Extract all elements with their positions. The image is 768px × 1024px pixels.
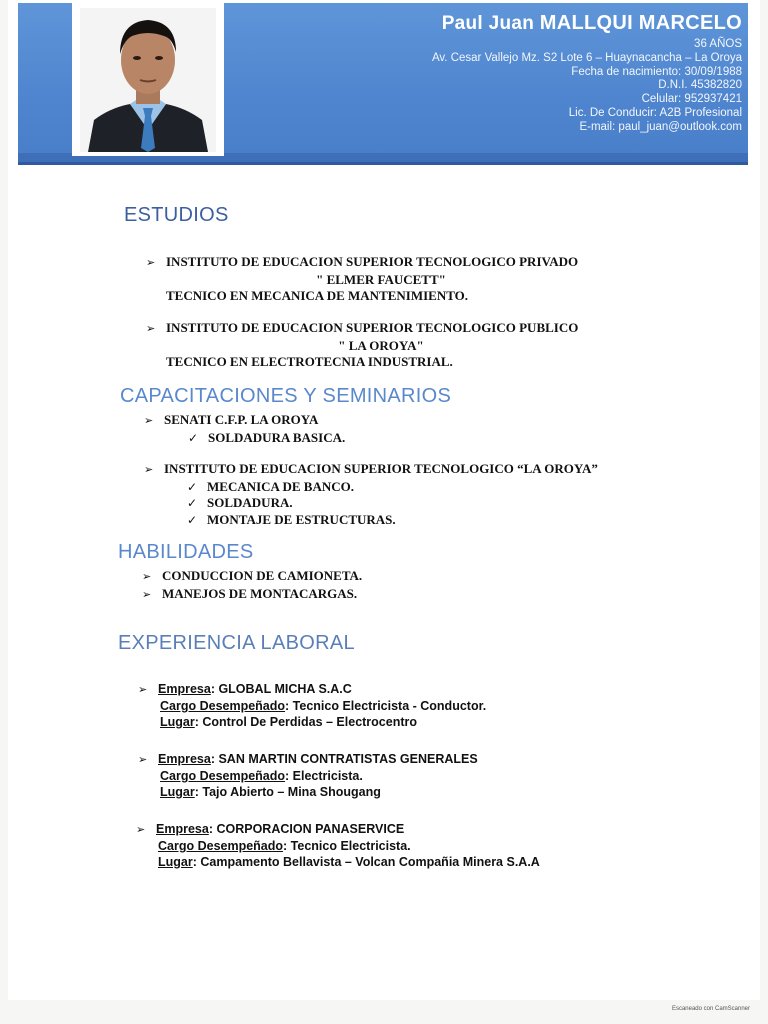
phone: Celular: 952937421 — [641, 93, 742, 106]
header-info — [322, 12, 742, 135]
habilidad-item: CONDUCCION DE CAMIONETA. — [162, 568, 363, 583]
section-title-capacitaciones: CAPACITACIONES Y SEMINARIOS — [120, 385, 452, 407]
arrow-bullet-icon: ➢ — [138, 683, 148, 696]
capacitacion-course: SOLDADURA BASICA. — [208, 429, 346, 445]
job-location: : Tajo Abierto – Mina Shougang — [194, 785, 381, 799]
estudios-item-institution: INSTITUTO DE EDUCACION SUPERIOR TECNOLOGICO PUBLICO — [166, 320, 579, 335]
label-empresa: Empresa — [158, 752, 211, 766]
arrow-bullet-icon: ➢ — [142, 587, 152, 601]
email: E-mail: paul_juan@outlook.com — [579, 120, 742, 133]
estudios-item-name: " LA OROYA" — [338, 337, 424, 353]
label-lugar: Lugar — [160, 785, 195, 799]
job-location: : Campamento Bellavista – Volcan Compañia Minera S.A.A — [192, 855, 540, 869]
age: 36 AÑOS — [694, 38, 742, 50]
habilidades-list — [142, 568, 542, 603]
address: Av. Cesar Vallejo Mz. S2 Lote 6 – Huaynacancha – La Oroya — [431, 51, 742, 64]
profile-photo — [80, 8, 216, 152]
scanner-watermark: Escaneado con CamScanner — [671, 1006, 750, 1012]
estudios-item-degree: TECNICO EN MECANICA DE MANTENIMIENTO. — [166, 288, 469, 303]
job-position: : Electricista. — [285, 769, 363, 783]
label-lugar: Lugar — [158, 855, 193, 869]
label-empresa: Empresa — [156, 822, 209, 836]
label-lugar: Lugar — [160, 715, 195, 729]
last-name: MALLQUI MARCELO — [539, 12, 742, 34]
birth-date: Fecha de nacimiento: 30/09/1988 — [571, 65, 742, 78]
arrow-bullet-icon: ➢ — [136, 823, 146, 836]
estudios-item-institution: INSTITUTO DE EDUCACION SUPERIOR TECNOLOGICO PRIVADO — [166, 254, 579, 269]
label-cargo: Cargo Desempeñado — [158, 839, 284, 853]
job-entry — [136, 821, 696, 870]
job-entry — [138, 681, 658, 730]
check-icon: ✓ — [188, 430, 199, 445]
full-name — [322, 12, 742, 35]
label-cargo: Cargo Desempeñado — [160, 699, 286, 713]
arrow-bullet-icon: ➢ — [146, 256, 156, 269]
check-icon: ✓ — [187, 512, 198, 527]
capacitacion-institution: SENATI C.F.P. LA OROYA — [164, 412, 319, 427]
capacitacion-group — [144, 461, 634, 528]
arrow-bullet-icon: ➢ — [144, 414, 154, 427]
section-title-habilidades: HABILIDADES — [118, 541, 254, 563]
job-position: : Tecnico Electricista. — [283, 839, 411, 853]
job-company: : GLOBAL MICHA S.A.C — [210, 682, 352, 696]
license: Lic. De Conducir: A2B Profesional — [568, 106, 742, 119]
estudios-item-degree: TECNICO EN ELECTROTECNIA INDUSTRIAL. — [166, 354, 453, 369]
capacitacion-institution: INSTITUTO DE EDUCACION SUPERIOR TECNOLOGICO “LA OROYA” — [164, 461, 598, 476]
first-name: Paul Juan — [441, 13, 535, 34]
capacitacion-course: MECANICA DE BANCO. — [207, 478, 354, 494]
estudios-item-name: " ELMER FAUCETT" — [316, 271, 446, 287]
job-company: : SAN MARTIN CONTRATISTAS GENERALES — [210, 752, 478, 766]
job-location: : Control De Perdidas – Electrocentro — [194, 715, 418, 729]
label-empresa: Empresa — [158, 682, 211, 696]
estudios-item — [146, 320, 616, 371]
section-title-experiencia: EXPERIENCIA LABORAL — [118, 632, 355, 654]
job-position: : Tecnico Electricista - Conductor. — [285, 699, 487, 713]
check-icon: ✓ — [187, 479, 198, 494]
arrow-bullet-icon: ➢ — [138, 753, 148, 766]
header-stripe-dark — [18, 162, 748, 165]
dni: D.N.I. 45382820 — [658, 79, 742, 92]
capacitacion-course: SOLDADURA. — [207, 495, 293, 510]
habilidad-item: MANEJOS DE MONTACARGAS. — [162, 585, 358, 601]
job-entry — [138, 751, 658, 800]
arrow-bullet-icon: ➢ — [146, 322, 156, 335]
capacitacion-group — [144, 412, 624, 446]
capacitacion-course: MONTAJE DE ESTRUCTURAS. — [207, 511, 396, 527]
arrow-bullet-icon: ➢ — [144, 463, 154, 476]
estudios-item — [146, 254, 616, 305]
label-cargo: Cargo Desempeñado — [160, 769, 286, 783]
arrow-bullet-icon: ➢ — [142, 570, 152, 583]
check-icon: ✓ — [187, 496, 198, 510]
section-title-estudios: ESTUDIOS — [124, 204, 229, 226]
job-company: : CORPORACION PANASERVICE — [208, 822, 405, 836]
